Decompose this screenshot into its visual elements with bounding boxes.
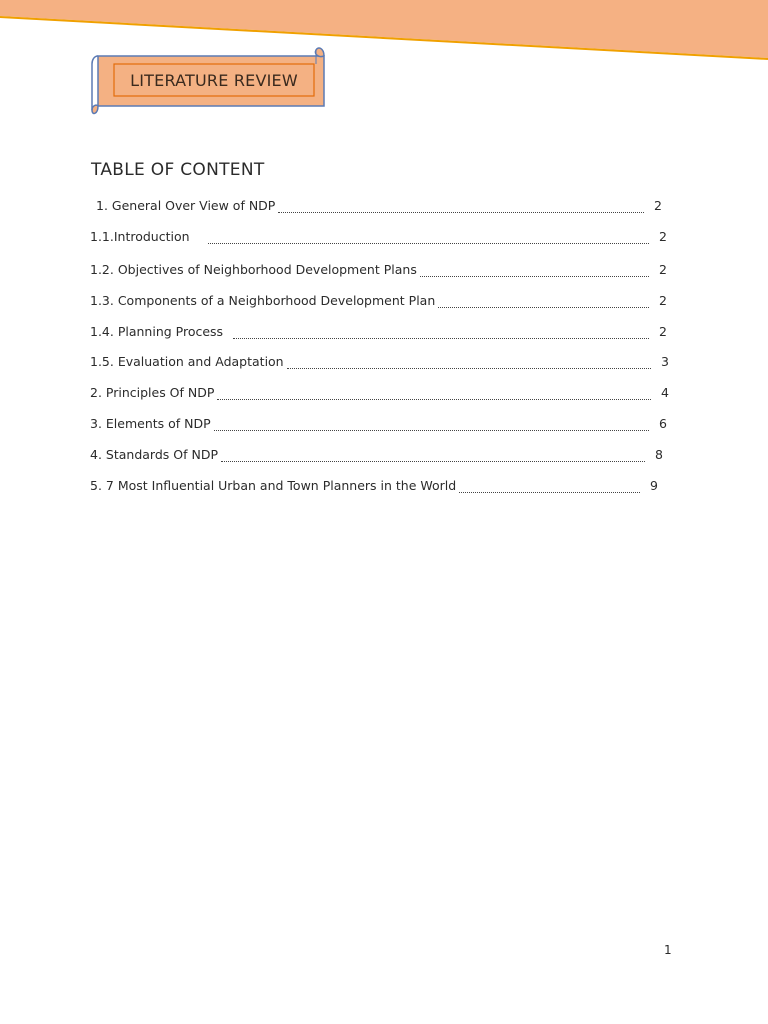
toc-entry[interactable] bbox=[90, 262, 667, 282]
toc-leader-dots bbox=[278, 212, 644, 213]
page-number: 1 bbox=[664, 943, 672, 957]
toc-leader-dots bbox=[420, 276, 649, 277]
toc-entry-label: 5. 7 Most Influential Urban and Town Planners in the World bbox=[90, 478, 457, 493]
toc-leader-dots bbox=[287, 368, 651, 369]
toc-leader-dots bbox=[233, 338, 649, 339]
toc-entry[interactable] bbox=[96, 198, 662, 218]
toc-entry-page: 4 bbox=[661, 385, 669, 400]
toc-entry[interactable] bbox=[90, 478, 658, 498]
toc-entry-label: 1.2. Objectives of Neighborhood Development Plans bbox=[90, 262, 417, 277]
toc-entry-label: 1.3. Components of a Neighborhood Development Plan bbox=[90, 293, 436, 308]
toc-entry-page: 2 bbox=[659, 293, 667, 308]
toc-leader-dots bbox=[221, 461, 645, 462]
toc-leader-dots bbox=[214, 430, 649, 431]
toc-entry-page: 8 bbox=[655, 447, 663, 462]
toc-entry[interactable] bbox=[90, 447, 663, 467]
toc-entry-page: 2 bbox=[659, 324, 667, 339]
toc-entry-label: 1.5. Evaluation and Adaptation bbox=[90, 354, 284, 369]
toc-entry-page: 6 bbox=[659, 416, 667, 431]
toc-entry-label: 4. Standards Of NDP bbox=[90, 447, 218, 462]
toc-entry-page: 9 bbox=[650, 478, 658, 493]
toc-entry[interactable] bbox=[90, 324, 667, 344]
toc-entry-label: 1. General Over View of NDP bbox=[96, 198, 276, 213]
toc-entry[interactable] bbox=[90, 385, 669, 405]
toc-entry[interactable] bbox=[90, 416, 667, 436]
toc-leader-dots bbox=[459, 492, 640, 493]
toc-leader-dots bbox=[217, 399, 651, 400]
toc-entry[interactable] bbox=[90, 229, 667, 249]
toc-entry[interactable] bbox=[90, 293, 667, 313]
toc-entry[interactable] bbox=[90, 354, 669, 374]
toc-entry-label: 1.4. Planning Process bbox=[90, 324, 224, 339]
toc-entry-page: 2 bbox=[654, 198, 662, 213]
toc-leader-dots bbox=[438, 307, 649, 308]
toc-entry-page: 2 bbox=[659, 229, 667, 244]
toc-entry-label: 1.1.Introduction bbox=[90, 229, 190, 244]
toc-entry-page: 3 bbox=[661, 354, 669, 369]
toc-leader-dots bbox=[208, 243, 649, 244]
banner-title: LITERATURE REVIEW bbox=[130, 70, 298, 90]
toc-heading: TABLE OF CONTENT bbox=[91, 160, 265, 180]
toc-entry-label: 3. Elements of NDP bbox=[90, 416, 211, 431]
toc-entry-label: 2. Principles Of NDP bbox=[90, 385, 215, 400]
toc-entry-page: 2 bbox=[659, 262, 667, 277]
